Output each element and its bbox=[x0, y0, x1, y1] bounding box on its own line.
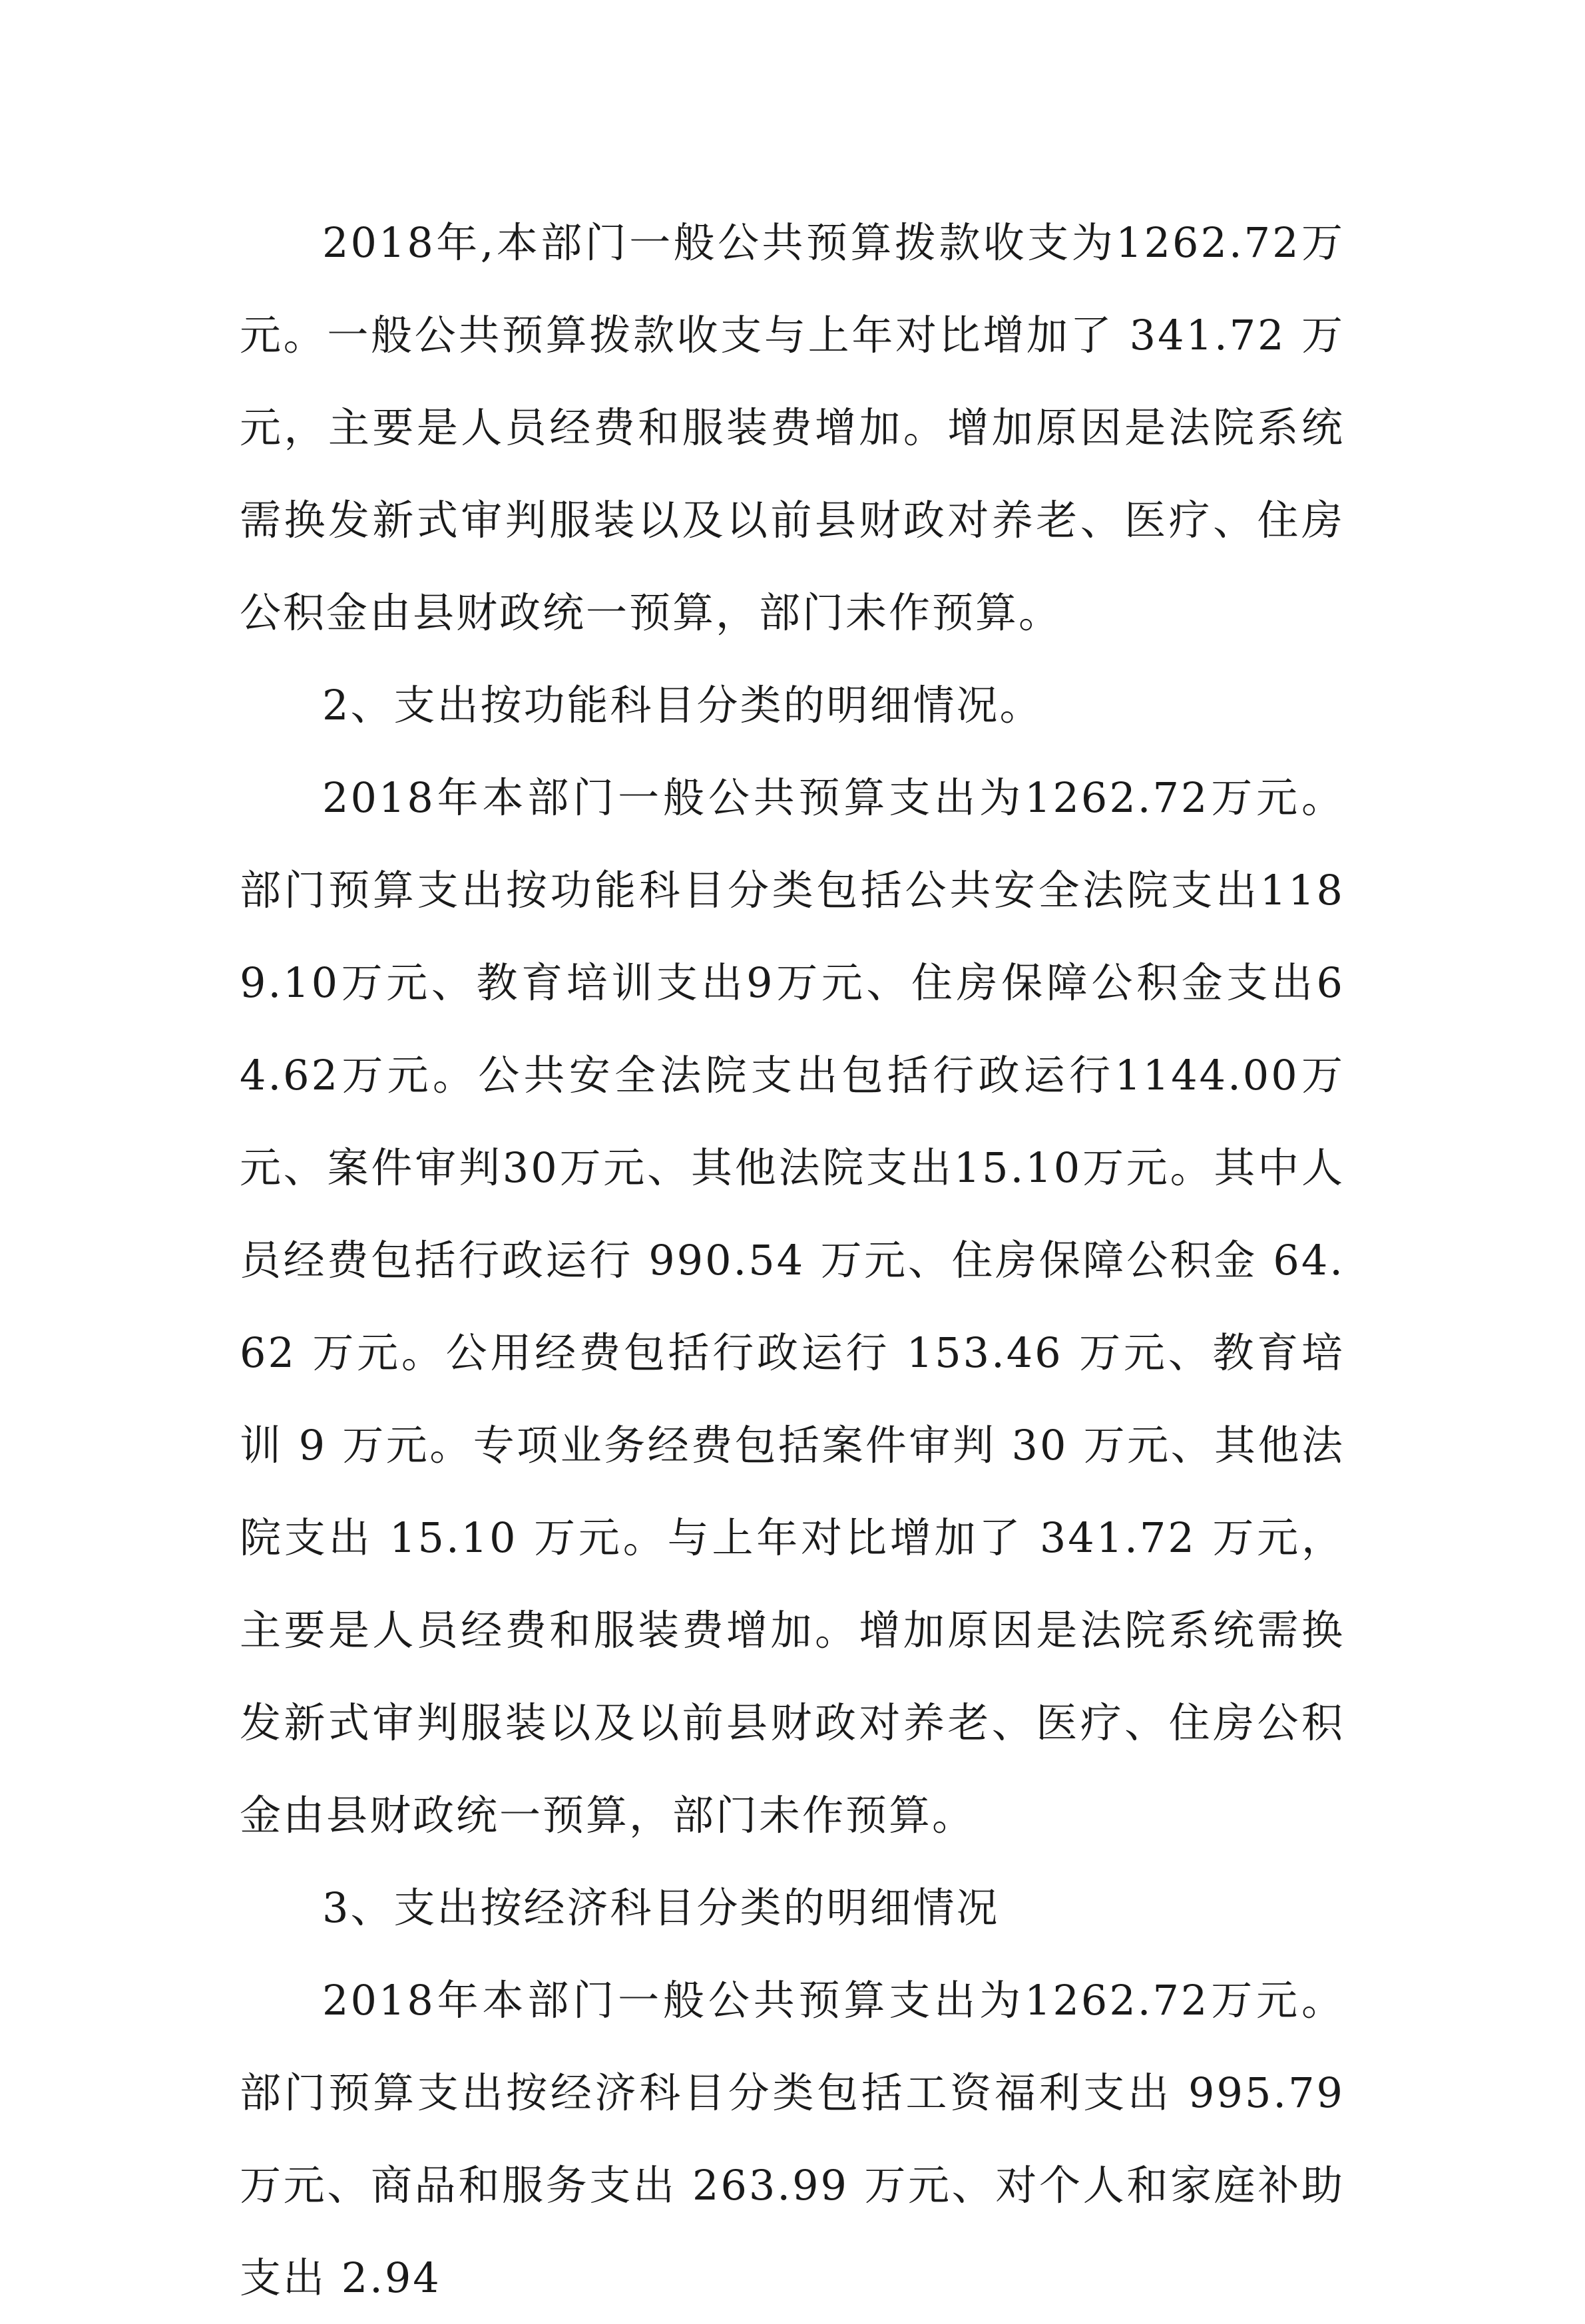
paragraph-economic-details: 2018年本部门一般公共预算支出为1262.72万元。部门预算支出按经济科目分类包括工资福利支出 995.79 万元、商品和服务支出 263.99 万元、对个人和家庭补助支出 2.94 bbox=[240, 1976, 1345, 2302]
document-body bbox=[240, 196, 1345, 2324]
paragraph-budget-summary: 2018年,本部门一般公共预算拨款收支为1262.72万元。一般公共预算拨款收支与上年对比增加了 341.72 万元，主要是人员经费和服装费增加。增加原因是法院系统需换发新式审判服装以及以前县财政对养老、医疗、住房公积金由县财政统一预算，部门未作预算。 bbox=[240, 218, 1345, 637]
paragraph-functional-details: 2018年本部门一般公共预算支出为1262.72万元。部门预算支出按功能科目分类包括公共安全法院支出1189.10万元、教育培训支出9万元、住房保障公积金支出64.62万元。公共安全法院支出包括行政运行1144.00万元、案件审判30万元、其他法院支出15.10万元。其中人员经费包括行政运行 990.54 万元、住房保障公积金 64.62 万元。公用经费包括行政运行 153.46 万元、教育培训 9 万元。专项业务经费包括案件审判 30 万元、其他法院支出 15.10 万元。与上年对比增加了 341.72 万元，主要是人员经费和服装费增加。增加原因是法院系统需换发新式审判服装以及以前县财政对养老、医疗、住房公积金由县财政统一预算，部门未作预算。 bbox=[240, 773, 1345, 1840]
section-heading-economic: 3、支出按经济科目分类的明细情况 bbox=[322, 1883, 1000, 1932]
section-heading-functional: 2、支出按功能科目分类的明细情况。 bbox=[322, 681, 1043, 729]
